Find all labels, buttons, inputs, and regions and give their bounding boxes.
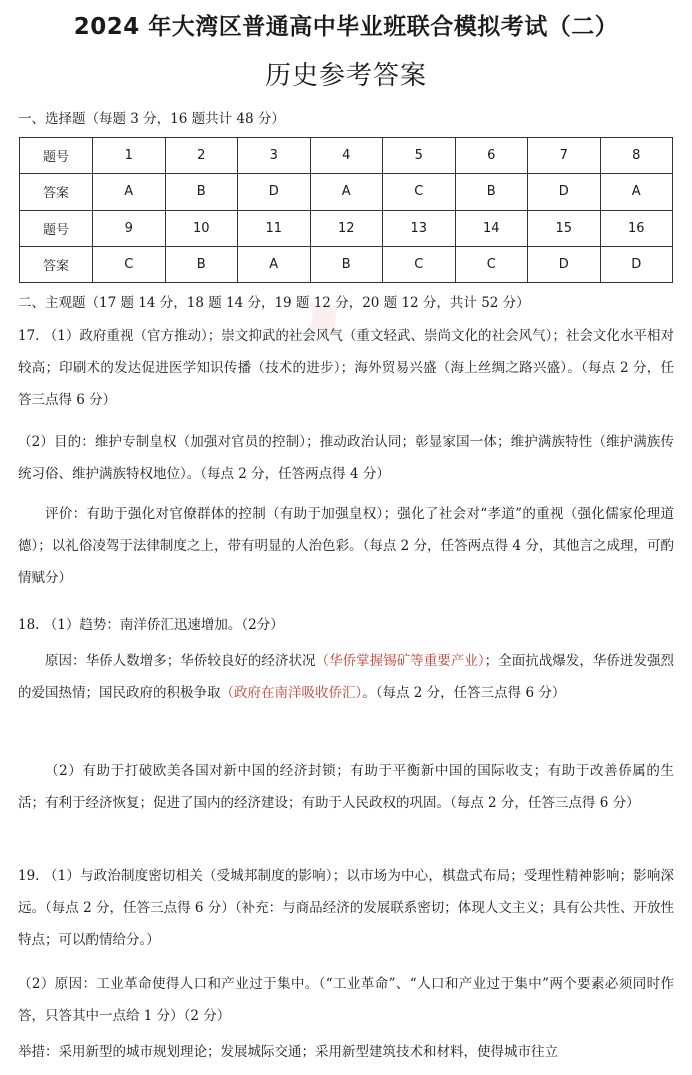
q18-reasons-text-c: 。（每点 2 分，任答三点得 6 分） xyxy=(362,685,566,702)
q17-evaluation: 评价：有助于强化对官僚群体的控制（有助于加强皇权）；强化了社会对“孝道”的重视（强化儒家伦理道德）；以礼俗凌驾于法律制度之上，带有明显的人治色彩。（每点 2 分，任答两点得 4 分，其他言之成理，可酌情赋分） xyxy=(18,506,674,587)
table-row xyxy=(20,210,673,246)
watermark: ✦ xyxy=(274,267,375,371)
table-cell: 5 xyxy=(383,138,456,174)
table-cell: D xyxy=(600,246,673,282)
q18-reasons-highlight-2: （政府在南洋吸收侨汇） xyxy=(220,685,363,702)
q17-part1: 17. （1）政府重视（官方推动）；崇文抑武的社会风气（重文轻武、崇尚文化的社会风气）；社会文化水平相对较高；印刷术的发达促进医学知识传播（技术的进步）；海外贸易兴盛（海上丝绸之路兴盛）。（每点 2 分，任答三点得 6 分） xyxy=(18,328,674,409)
table-row xyxy=(20,246,673,282)
table-cell: 4 xyxy=(310,138,383,174)
q19-measures: 举措：采用新型的城市规划理论；发展城际交通；采用新型建筑技术和材料，使得城市往立 xyxy=(18,1044,558,1060)
table-cell: 12 xyxy=(310,210,383,246)
table-cell: B xyxy=(165,174,238,210)
q18-reasons-text-a: 原因：华侨人数增多；华侨较良好的经济状况 xyxy=(45,653,316,669)
q19-part1: 19. （1）与政治制度密切相关（受城邦制度的影响）；以市场为中心，棋盘式布局；受理性精神影响；影响深远。（每点 2 分，任答三点得 6 分）（补充：与商品经济的发展联系密切；体现人文主义；具有公共性、开放性特点；可以酌情给分。） xyxy=(18,868,674,949)
page-title: 2024 年大湾区普通高中毕业班联合模拟考试（二） xyxy=(73,14,619,40)
table-row xyxy=(20,174,673,210)
q17-part2: （2）目的：维护专制皇权（加强对官员的控制）；推动政治认同；彰显家国一体；维护满族特性（维护满族传统习俗、维护满族特权地位）。（每点 2 分，任答两点得 4 分） xyxy=(18,434,674,483)
row-label: 答案 xyxy=(20,246,93,282)
table-cell: B xyxy=(310,246,383,282)
table-cell: B xyxy=(165,246,238,282)
table-cell: 10 xyxy=(165,210,238,246)
table-cell: C xyxy=(383,246,456,282)
q18-reasons-highlight-1: （华侨掌握锡矿等重要产业） xyxy=(315,653,485,669)
table-cell: D xyxy=(528,246,601,282)
row-label: 题号 xyxy=(20,210,93,246)
page-subtitle: 历史参考答案 xyxy=(264,61,427,91)
table-cell: A xyxy=(238,246,311,282)
table-cell: 13 xyxy=(383,210,456,246)
table-cell: D xyxy=(528,174,601,210)
table-cell: 6 xyxy=(455,138,528,174)
section1-heading: 一、选择题（每题 3 分，16 题共计 48 分） xyxy=(18,111,285,127)
table-cell: 11 xyxy=(238,210,311,246)
q18-reasons-text-b: ；全面抗战爆发，华侨迸发强烈的爱国热情；国民政府的积极争取 xyxy=(18,653,675,702)
q18-part1: 18. （1）趋势：南洋侨汇迅速增加。（2分） xyxy=(18,617,284,633)
table-cell: 2 xyxy=(165,138,238,174)
table-cell: B xyxy=(455,174,528,210)
table-cell: C xyxy=(383,174,456,210)
answer-table xyxy=(19,137,673,283)
table-cell: 14 xyxy=(455,210,528,246)
table-cell: A xyxy=(310,174,383,210)
row-label: 题号 xyxy=(20,138,93,174)
table-cell: 16 xyxy=(600,210,673,246)
table-row xyxy=(20,138,673,174)
table-cell: 8 xyxy=(600,138,673,174)
table-cell: 7 xyxy=(528,138,601,174)
table-cell: 15 xyxy=(528,210,601,246)
q18-reasons xyxy=(18,645,674,709)
q19-part2: （2）原因：工业革命使得人口和产业过于集中。（“工业革命”、“人口和产业过于集中”两个要素必须同时作答，只答其中一点给 1 分）（2 分） xyxy=(18,976,674,1025)
table-cell: C xyxy=(455,246,528,282)
table-cell: C xyxy=(93,246,166,282)
table-cell: 1 xyxy=(93,138,166,174)
section2-heading: 二、主观题（17 题 14 分，18 题 14 分，19 题 12 分，20 题 12 分，共计 52 分） xyxy=(18,295,530,311)
table-cell: 3 xyxy=(238,138,311,174)
table-cell: A xyxy=(600,174,673,210)
table-cell: D xyxy=(238,174,311,210)
q18-part2: （2）有助于打破欧美各国对新中国的经济封锁；有助于平衡新中国的国际收支；有助于改善侨属的生活；有利于经济恢复；促进了国内的经济建设；有助于人民政权的巩固。（每点 2 分，任答三点得 6 分） xyxy=(18,763,674,812)
table-cell: A xyxy=(93,174,166,210)
table-cell: 9 xyxy=(93,210,166,246)
row-label: 答案 xyxy=(20,174,93,210)
